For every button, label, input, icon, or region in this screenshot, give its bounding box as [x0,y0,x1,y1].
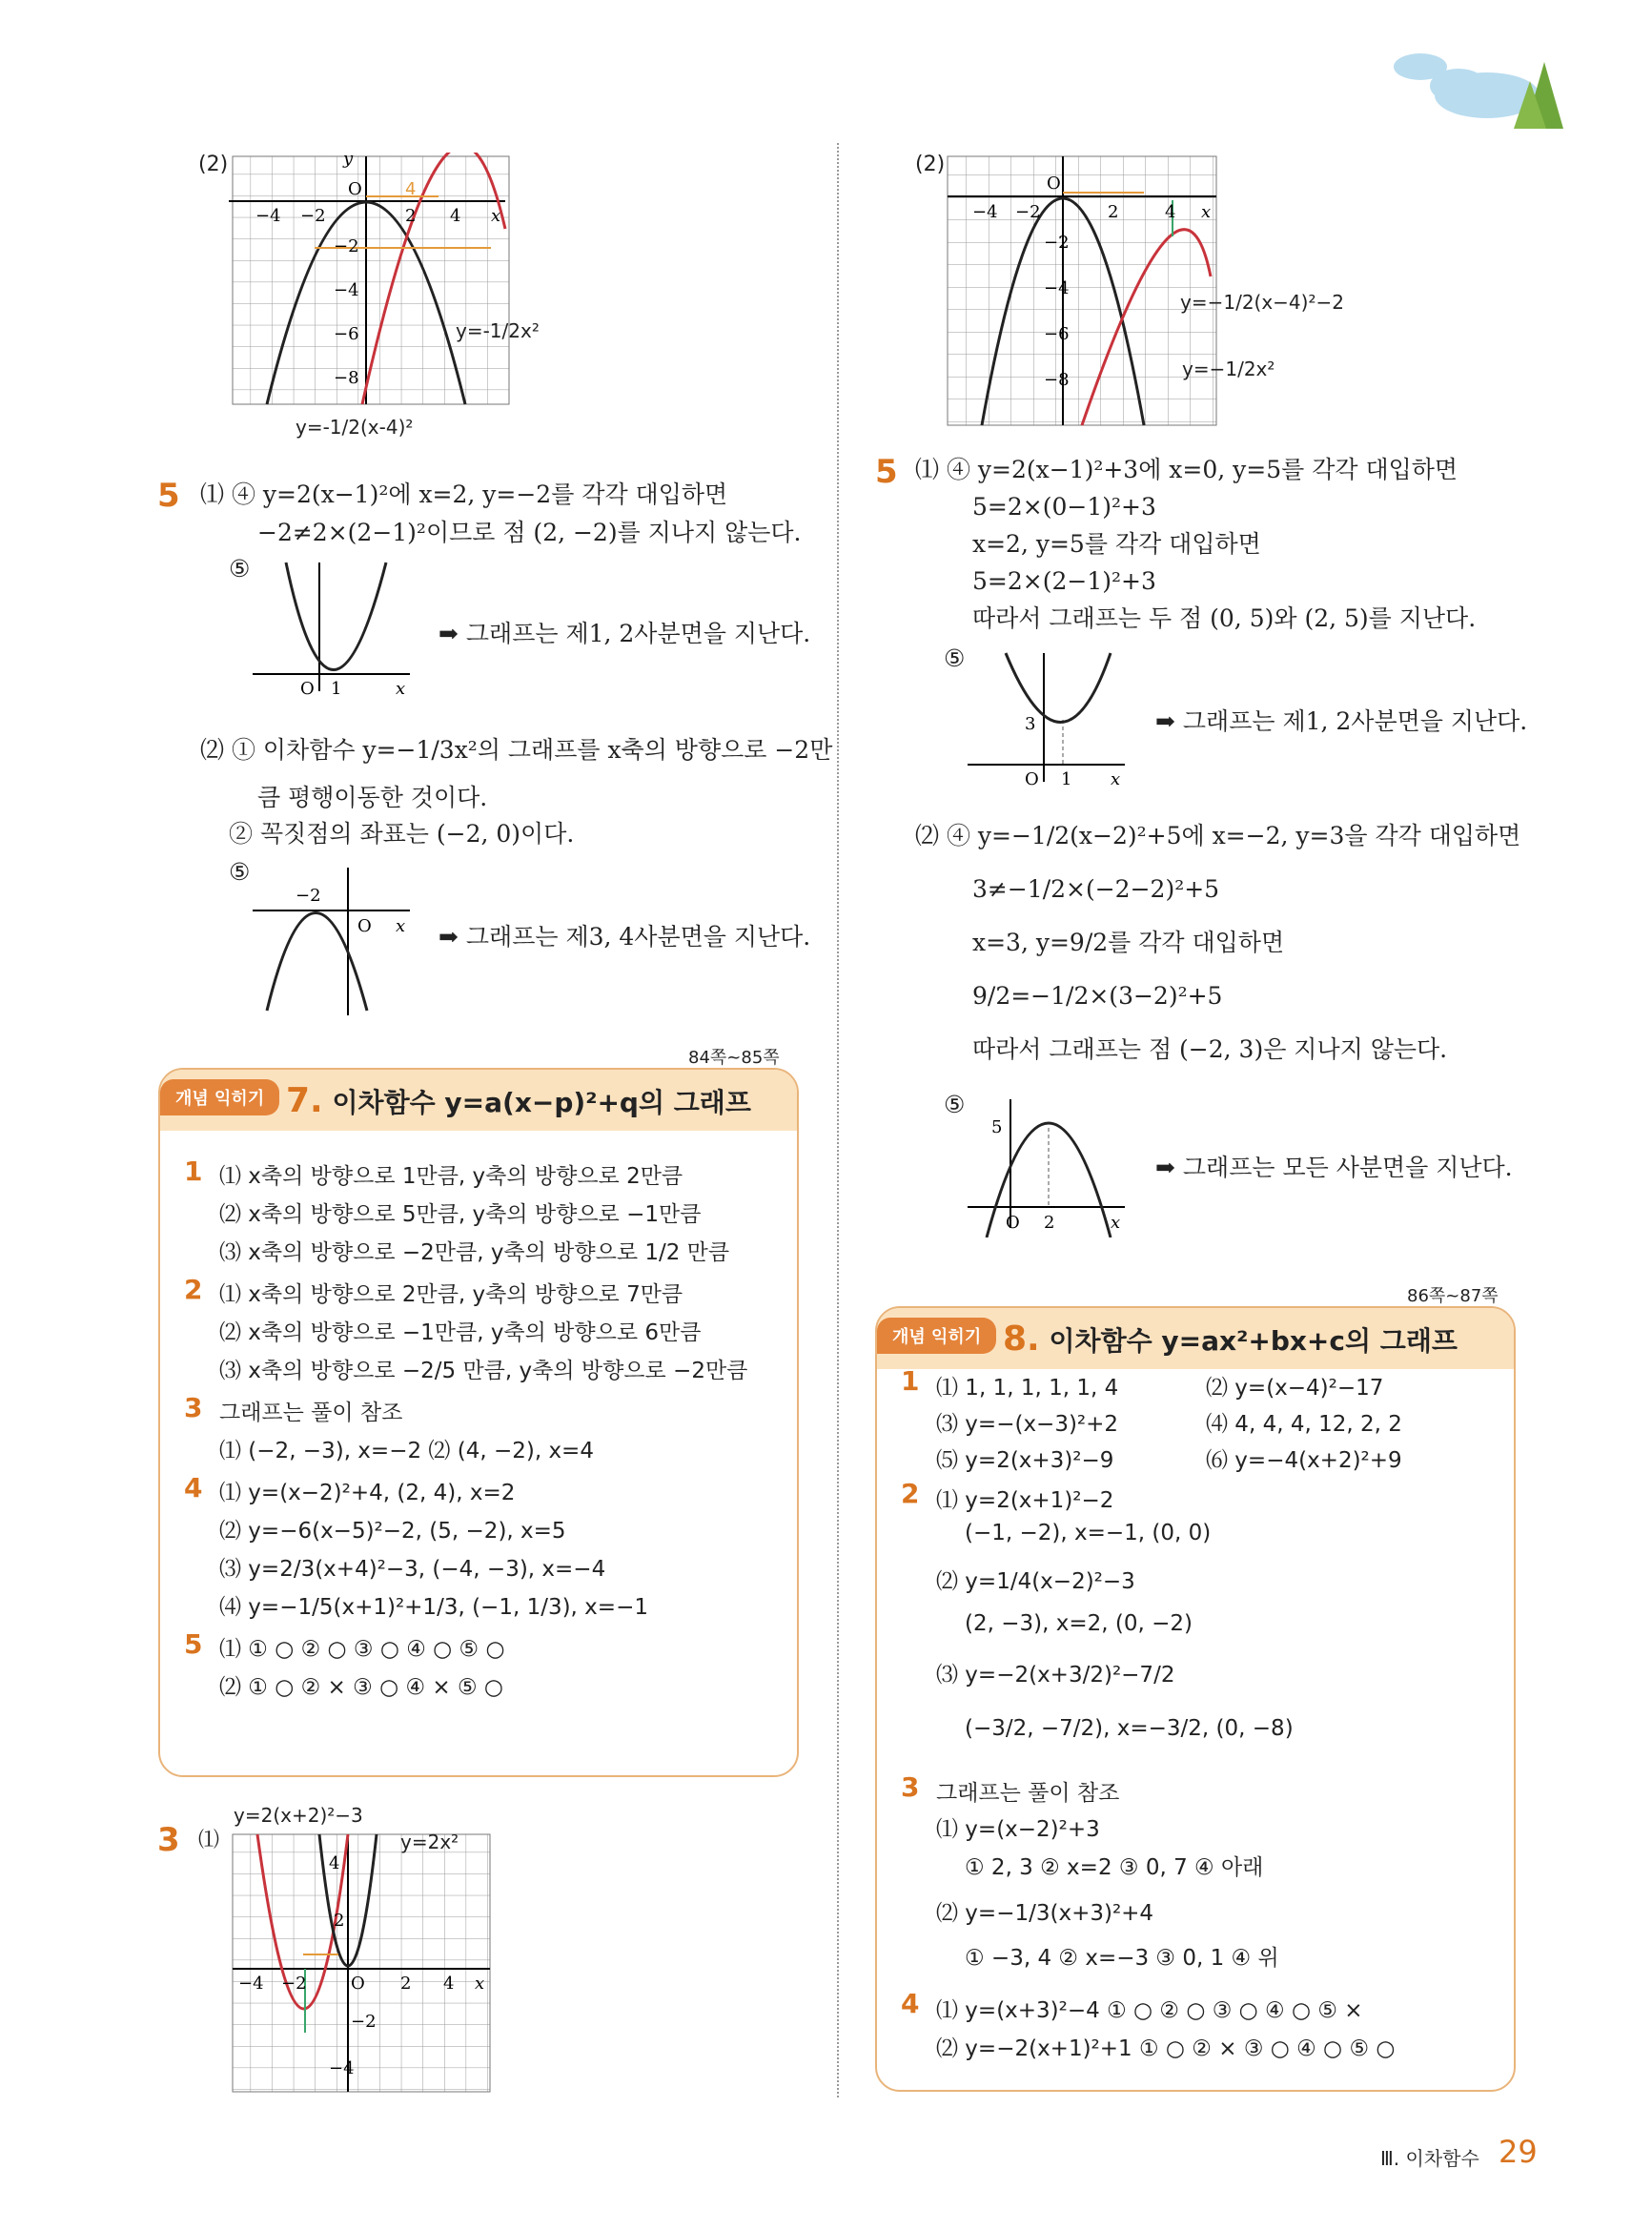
svg-text:x: x [396,916,406,936]
svg-text:1: 1 [331,679,342,699]
right-q5-line: ⑴ ④ y=2(x−1)²+3에 x=0, y=5를 각각 대입하면 [915,456,1458,483]
svg-text:−4: −4 [334,280,359,300]
svg-text:2: 2 [400,1974,412,1994]
box7-item-number: 1 [184,1156,203,1187]
box7-item-line: ⑴ ① ○ ② ○ ③ ○ ④ ○ ⑤ ○ [219,1637,505,1662]
box8-q3-line: 그래프는 풀이 참조 [936,1781,1120,1806]
left-q5-result1: ➡ 그래프는 제1, 2사분면을 지난다. [438,620,811,647]
svg-text:−6: −6 [334,324,359,344]
left-q3-number: 3 [157,1821,180,1859]
svg-text:2: 2 [1108,202,1119,222]
column-divider [837,143,839,2097]
box8-q4-line: ⑵ y=−2(x+1)²+1 ① ○ ② × ③ ○ ④ ○ ⑤ ○ [936,2036,1396,2061]
left-q5-p2-line1: ⑵ ① 이차함수 y=−1/3x²의 그래프를 x축의 방향으로 −2만 [200,736,833,764]
right-q5-graph2 [968,1095,1130,1238]
svg-text:O: O [300,679,315,699]
svg-text:−4: −4 [1044,278,1070,298]
right-q5-line: 따라서 그래프는 두 점 (0, 5)와 (2, 5)를 지난다. [972,604,1477,632]
svg-text:−4: −4 [329,2058,355,2078]
box7-item-line: ⑶ y=2/3(x+4)²−3, (−4, −3), x=−4 [219,1557,606,1582]
box7-item-number: 2 [184,1274,203,1305]
right-q5-line: 5=2×(0−1)²+3 [972,493,1156,521]
box7-item-line: ⑵ y=−6(x−5)²−2, (5, −2), x=5 [219,1519,566,1544]
svg-text:x: x [396,679,406,699]
svg-text:4: 4 [329,1853,340,1873]
right-q5-result2: ➡ 그래프는 모든 사분면을 지난다. [1155,1154,1513,1181]
svg-text:O: O [1047,174,1061,194]
cloud-tree-decoration [1382,38,1573,143]
left-top-graph-label: (2) [198,153,229,176]
box8-q2-line: (−3/2, −7/2), x=−3/2, (0, −8) [965,1716,1294,1741]
box7-item-number: 5 [184,1628,203,1660]
right-q5-line2: 따라서 그래프는 점 (−2, 3)은 지나지 않는다. [972,1035,1448,1063]
svg-text:4: 4 [443,1974,455,1994]
box7-item-line: ⑷ y=−1/5(x+1)²+1/3, (−1, 1/3), x=−1 [219,1595,648,1620]
box7-badge: 개념 익히기 [160,1079,279,1115]
box8-number: 8. [1003,1320,1040,1359]
svg-text:2: 2 [1044,1213,1055,1233]
left-q3-graph [229,1831,505,2097]
right-q5-line2: 3≠−1/2×(−2−2)²+5 [972,875,1220,903]
svg-text:−4: −4 [238,1974,264,1994]
box7-item-line: ⑵ ① ○ ② × ③ ○ ④ × ⑤ ○ [219,1675,503,1700]
box7-item-line: ⑴ y=(x−2)²+4, (2, 4), x=2 [219,1481,516,1505]
box8-q1-line: ⑸ y=2(x+3)²−9 [936,1448,1114,1473]
box7-item-line: 그래프는 풀이 참조 [219,1401,403,1425]
box8-q1-number: 1 [901,1365,920,1397]
right-q5-graph1 [968,648,1130,791]
svg-text:y: y [343,153,354,169]
box8-q3-line: ⑵ y=−1/3(x+3)²+4 [936,1901,1154,1926]
svg-text:4: 4 [1165,202,1176,222]
svg-text:x: x [475,1974,485,1994]
box8-q2-line: (−1, −2), x=−1, (0, 0) [965,1521,1212,1545]
box8-q3-line: ① 2, 3 ② x=2 ③ 0, 7 ④ 아래 [965,1855,1264,1880]
svg-text:1: 1 [1061,769,1072,789]
svg-text:2: 2 [334,1911,345,1931]
right-q5-mark2: ⑤ [944,1091,966,1118]
svg-text:−6: −6 [1044,324,1070,344]
svg-text:4: 4 [450,206,461,226]
box8-q4-number: 4 [901,1988,920,2019]
box8-q2-line: (2, −3), x=2, (0, −2) [965,1611,1193,1636]
box8-q1-line: ⑶ y=−(x−3)²+2 [936,1412,1119,1437]
box7-pages: 84쪽~85쪽 [688,1048,780,1068]
box7-item-line: ⑴ x축의 방향으로 1만큼, y축의 방향으로 2만큼 [219,1164,683,1189]
box8-title-text: 이차함수 y=ax²+bx+c의 그래프 [1049,1325,1458,1357]
svg-text:O: O [1006,1213,1020,1233]
box7-item-line: ⑴ (−2, −3), x=−2 ⑵ (4, −2), x=4 [219,1439,594,1463]
svg-text:x: x [1111,769,1121,789]
left-q5-number: 5 [157,477,180,515]
footer-section: Ⅲ. 이차함수 [1380,2147,1479,2170]
svg-text:2: 2 [405,206,417,226]
right-q5-mark1: ⑤ [944,644,966,672]
left-q5-result2: ➡ 그래프는 제3, 4사분면을 지난다. [438,923,811,951]
left-top-graph [229,153,572,458]
box8-q1-line: ⑴ 1, 1, 1, 1, 1, 4 [936,1376,1119,1401]
box7-item-line: ⑴ x축의 방향으로 2만큼, y축의 방향으로 7만큼 [219,1282,683,1307]
svg-text:O: O [351,1974,365,1994]
left-q5-graph1 [253,558,415,701]
page-number: 29 [1499,2134,1538,2170]
right-top-curve2: y=−1/2x² [1182,358,1275,380]
box8-q4-line: ⑴ y=(x+3)²−4 ① ○ ② ○ ③ ○ ④ ○ ⑤ × [936,1998,1363,2023]
box8-q2-line: ⑴ y=2(x+1)²−2 [936,1488,1114,1513]
box8-title [1003,1320,1458,1359]
left-top-curve2-label: y=-1/2(x-4)² [296,416,414,439]
left-top-curve1-label: y=-1/2x² [456,319,540,342]
box8-q1-line: ⑵ y=(x−4)²−17 [1206,1376,1384,1401]
svg-text:−2: −2 [300,206,326,226]
box8-q2-number: 2 [901,1478,920,1509]
box8-q1-line: ⑹ y=−4(x+2)²+9 [1206,1448,1402,1473]
svg-text:3: 3 [1025,714,1036,734]
svg-text:−2: −2 [334,236,359,256]
right-q5-line2: ⑵ ④ y=−1/2(x−2)²+5에 x=−2, y=3을 각각 대입하면 [915,822,1521,849]
left-top-graph-shift: 4 [405,179,417,199]
box7-item-line: ⑵ x축의 방향으로 5만큼, y축의 방향으로 −1만큼 [219,1202,702,1227]
right-q5-number: 5 [875,453,898,491]
svg-text:O: O [348,179,362,199]
left-q5-line1: ⑴ ④ y=2(x−1)²에 x=2, y=−2를 각각 대입하면 [200,481,728,508]
svg-text:O: O [1025,769,1039,789]
svg-text:−2: −2 [281,1974,307,1994]
left-q5-line2: −2≠2×(2−1)²이므로 점 (2, −2)를 지나지 않는다. [257,519,802,546]
box8-q1-line: ⑷ 4, 4, 4, 12, 2, 2 [1206,1412,1402,1437]
box8-pages: 86쪽~87쪽 [1407,1286,1499,1306]
svg-text:−8: −8 [334,368,359,388]
box8-badge: 개념 익히기 [877,1318,996,1354]
svg-text:−2: −2 [296,886,321,906]
right-q5-line: 5=2×(2−1)²+3 [972,567,1156,595]
svg-text:−4: −4 [255,206,281,226]
svg-text:5: 5 [991,1117,1003,1137]
svg-text:−4: −4 [972,202,998,222]
right-q5-line: x=2, y=5를 각각 대입하면 [972,530,1261,558]
box7-item-line: ⑶ x축의 방향으로 −2/5 만큼, y축의 방향으로 −2만큼 [219,1359,748,1383]
left-q5-graph2 [253,863,415,1015]
box7-number: 7. [286,1081,323,1120]
box8-q2-line: ⑵ y=1/4(x−2)²−3 [936,1569,1135,1594]
svg-text:x: x [1111,1213,1121,1233]
svg-text:O: O [357,916,372,936]
left-q3-curve1: y=2(x+2)²−3 [234,1804,363,1827]
left-q3-label: ⑴ [198,1829,220,1852]
svg-text:x: x [1201,202,1212,222]
left-q5-p2-line2: 큼 평행이동한 것이다. [257,784,488,811]
svg-text:−2: −2 [351,2012,377,2032]
box7-item-line: ⑶ x축의 방향으로 −2만큼, y축의 방향으로 1/2 만큼 [219,1240,730,1265]
box8-q2-line: ⑶ y=−2(x+3/2)²−7/2 [936,1663,1175,1688]
box8-q3-line: ① −3, 4 ② x=−3 ③ 0, 1 ④ 위 [965,1946,1279,1971]
right-q5-result1: ➡ 그래프는 제1, 2사분면을 지난다. [1155,707,1528,735]
svg-text:−8: −8 [1044,370,1070,390]
right-q5-line2: x=3, y=9/2를 각각 대입하면 [972,929,1285,956]
box8-q3-number: 3 [901,1771,920,1803]
left-q3-curve2: y=2x² [400,1831,459,1853]
box8-q3-line: ⑴ y=(x−2)²+3 [936,1817,1100,1842]
right-q5-line2: 9/2=−1/2×(3−2)²+5 [972,982,1223,1010]
svg-text:−2: −2 [1044,233,1070,253]
box7-title [286,1081,751,1120]
box7-item-number: 4 [184,1472,203,1504]
box7-title-text: 이차함수 y=a(x−p)²+q의 그래프 [332,1087,751,1118]
box7-item-line: ⑵ x축의 방향으로 −1만큼, y축의 방향으로 6만큼 [219,1320,702,1345]
box7-item-number: 3 [184,1392,203,1423]
svg-text:x: x [491,206,501,226]
left-q5-mark1: ⑤ [229,555,251,583]
left-q5-p2-line3: ② 꼭짓점의 좌표는 (−2, 0)이다. [229,820,575,848]
svg-text:−2: −2 [1015,202,1041,222]
right-top-curve1: y=−1/2(x−4)²−2 [1180,291,1344,314]
left-q5-mark2: ⑤ [229,858,251,886]
right-top-graph-label: (2) [915,153,946,176]
